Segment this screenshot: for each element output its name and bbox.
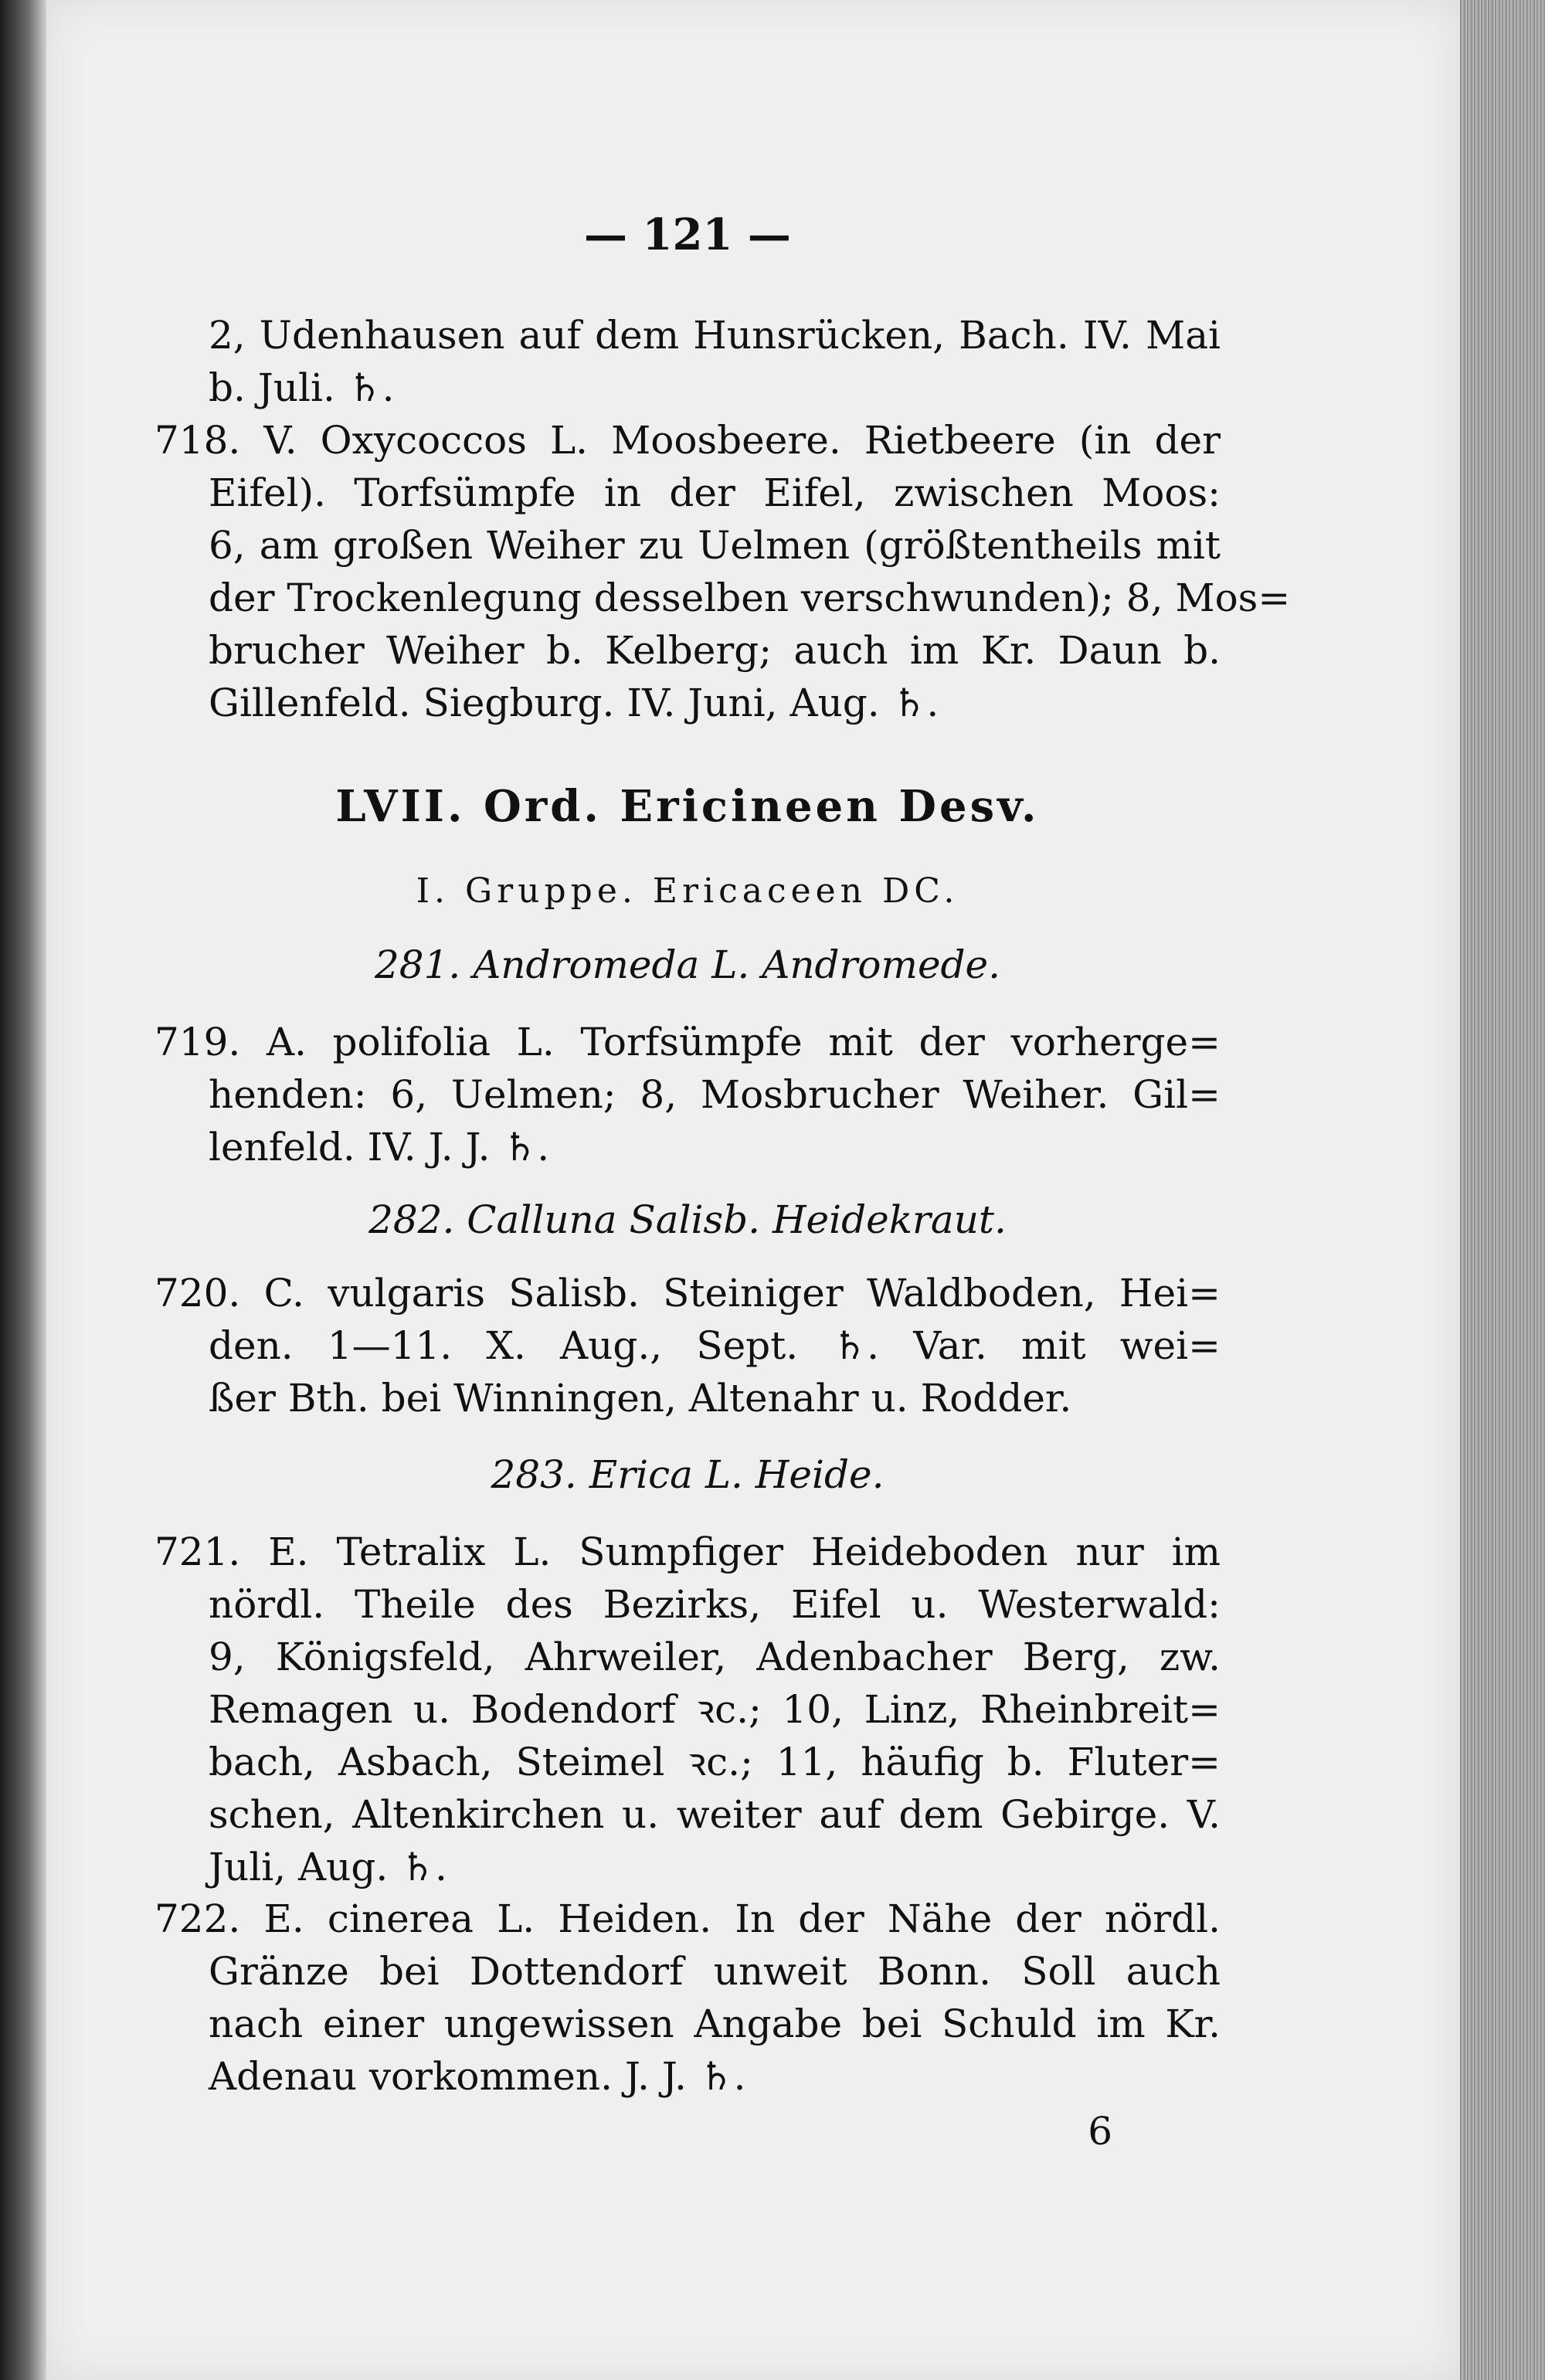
group-heading: I. Gruppe. Ericaceen DC. — [416, 871, 959, 911]
genus-heading: 283. Erica L. Heide. — [491, 1452, 885, 1497]
group-section — [154, 865, 1221, 918]
entry-line: Gränze bei Dottendorf unweit Bonn. Soll auch — [209, 1949, 1221, 1994]
printer-signature: 6 — [1088, 2109, 1112, 2154]
text-line: Eifel). Torfsümpfe in der Eifel, zwischen Moos: — [209, 470, 1221, 515]
signature-mark — [154, 2105, 1221, 2158]
page-edges — [1460, 0, 1545, 2380]
text-line: 2, Udenhausen auf dem Hunsrücken, Bach. IV. Mai — [209, 313, 1221, 358]
entry-line: den. 1—11. X. Aug., Sept. ♄. Var. mit wei= — [209, 1323, 1221, 1368]
entry-721 — [154, 1526, 1221, 1893]
page-header — [154, 209, 1221, 261]
genus-283-section — [154, 1448, 1221, 1501]
genus-282-section — [154, 1193, 1221, 1246]
text-line: 6, am großen Weiher zu Uelmen (größtentheils mit — [209, 523, 1221, 568]
entry-line: 720. C. vulgaris Salisb. Steiniger Waldboden, Hei= — [154, 1271, 1221, 1316]
entry-line: 722. E. cinerea L. Heiden. In der Nähe der nördl. — [154, 1896, 1221, 1941]
order-section — [154, 780, 1221, 833]
entry-720 — [154, 1267, 1221, 1424]
entry-line: ßer Bth. bei Winningen, Altenahr u. Rodder. — [209, 1376, 1072, 1421]
entry-line: henden: 6, Uelmen; 8, Mosbrucher Weiher. Gil= — [209, 1072, 1221, 1117]
genus-281-section — [154, 939, 1221, 991]
page-number: — 121 — — [584, 209, 791, 260]
entry-line: lenfeld. IV. J. J. ♄. — [209, 1125, 550, 1170]
entry-line: Remagen u. Bodendorf ꝛc.; 10, Linz, Rheinbreit= — [209, 1687, 1221, 1732]
text-line: brucher Weiher b. Kelberg; auch im Kr. Daun b. — [209, 628, 1221, 673]
text-line: der Trockenlegung desselben verschwunden); 8, Mos= — [209, 575, 1291, 620]
entry-line: 9, Königsfeld, Ahrweiler, Adenbacher Berg, zw. — [209, 1635, 1221, 1679]
book-gutter — [0, 0, 46, 2380]
entry-line: schen, Altenkirchen u. weiter auf dem Gebirge. V. — [209, 1792, 1221, 1837]
continuation-block — [154, 309, 1291, 729]
entry-719 — [154, 1016, 1221, 1173]
genus-heading: 281. Andromeda L. Andromede. — [374, 942, 1001, 987]
entry-line: 719. A. polifolia L. Torfsümpfe mit der vorherge= — [154, 1020, 1221, 1064]
entry-line: nördl. Theile des Bezirks, Eifel u. Westerwald: — [209, 1582, 1221, 1627]
entry-line: bach, Asbach, Steimel ꝛc.; 11, häufig b. Fluter= — [209, 1740, 1221, 1784]
entry-line: Adenau vorkommen. J. J. ♄. — [209, 2054, 746, 2099]
entry-line: Juli, Aug. ♄. — [209, 1845, 447, 1889]
text-line: Gillenfeld. Siegburg. IV. Juni, Aug. ♄. — [209, 681, 939, 725]
entry-line: 721. E. Tetralix L. Sumpfiger Heideboden nur im — [154, 1530, 1221, 1574]
entry-722 — [154, 1893, 1221, 2103]
text-line: b. Juli. ♄. — [209, 365, 395, 410]
entry-line: nach einer ungewissen Angabe bei Schuld im Kr. — [209, 2001, 1221, 2046]
entry-718-line: 718. V. Oxycoccos L. Moosbeere. Rietbeere (in der — [154, 418, 1221, 463]
genus-heading: 282. Calluna Salisb. Heidekraut. — [368, 1197, 1007, 1242]
order-heading: LVII. Ord. Ericineen Desv. — [335, 781, 1040, 832]
